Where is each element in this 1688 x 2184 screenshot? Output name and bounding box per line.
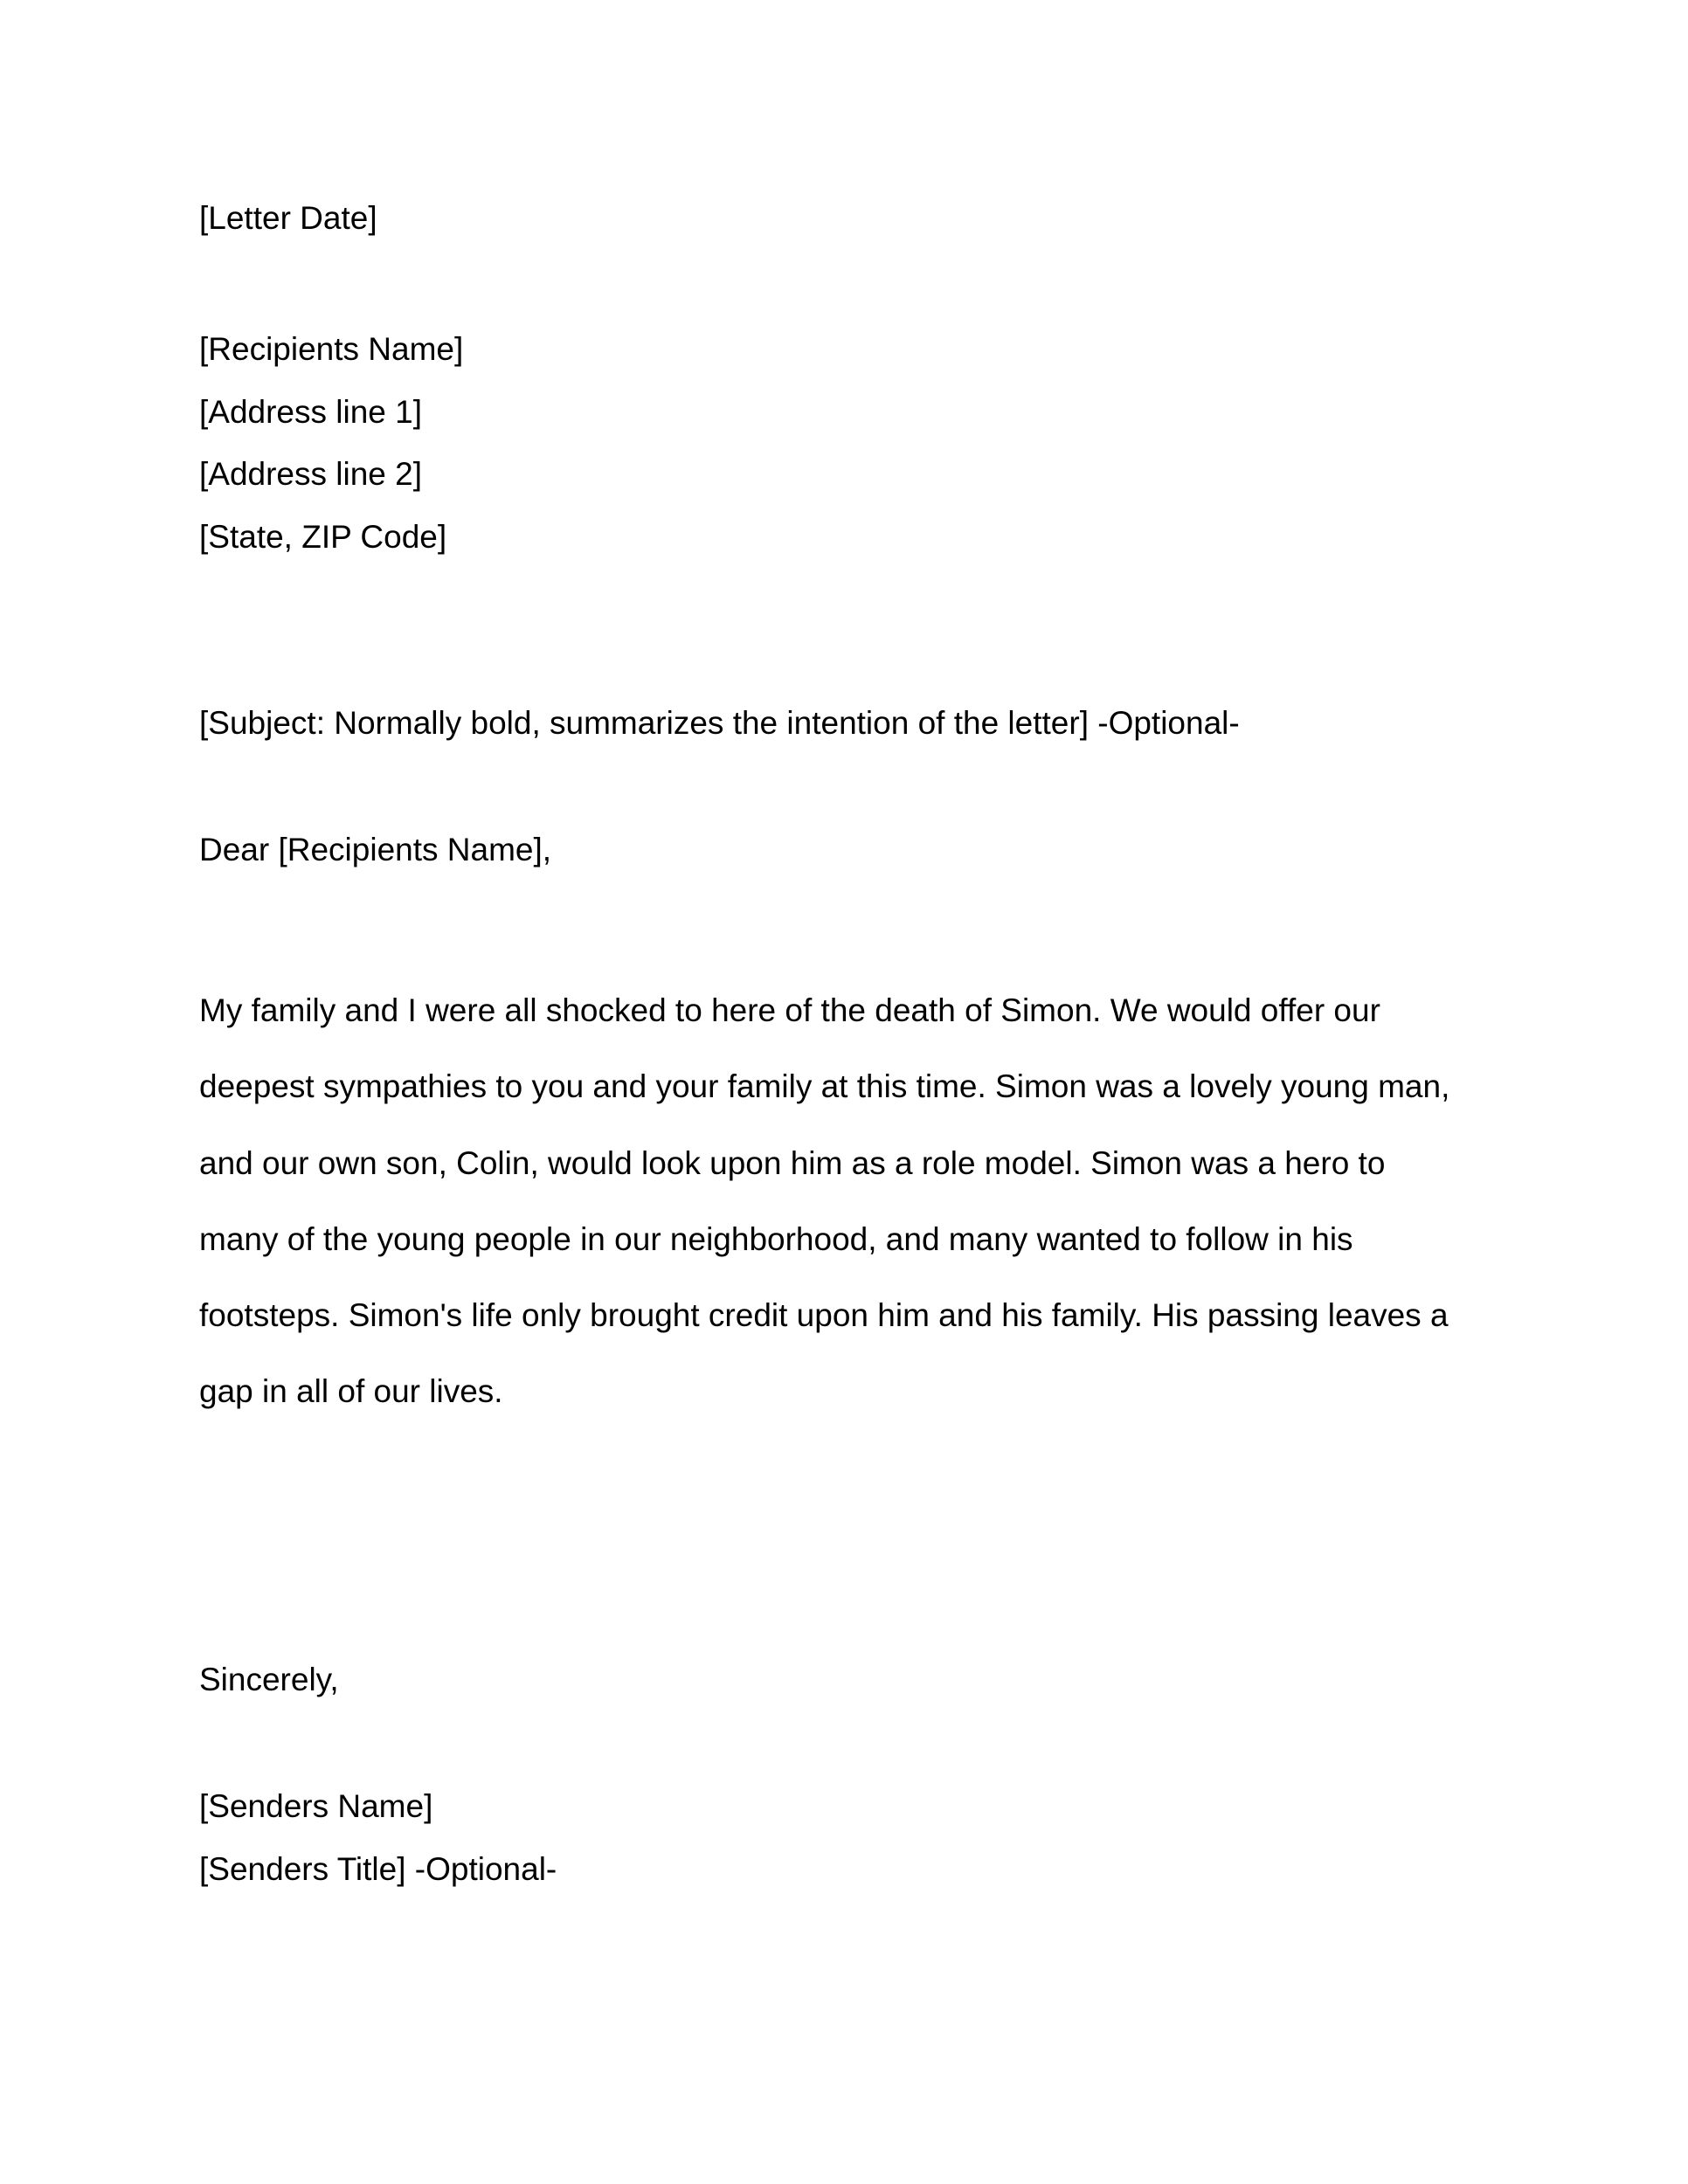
body-line: deepest sympathies to you and your family at this time. Simon was a lovely young man, xyxy=(199,1068,1450,1104)
body-line: gap in all of our lives. xyxy=(199,1373,503,1409)
subject-line: [Subject: Normally bold, summarizes the intention of the letter] -Optional- xyxy=(199,705,1240,741)
body-line: My family and I were all shocked to here of the death of Simon. We would offer our xyxy=(199,992,1380,1028)
recipient-name: [Recipients Name] xyxy=(199,331,464,367)
body-line: footsteps. Simon's life only brought credit upon him and his family. His passing leaves a xyxy=(199,1297,1449,1333)
closing: Sincerely, xyxy=(199,1662,339,1697)
sender-name: [Senders Name] xyxy=(199,1788,433,1824)
body-line: and our own son, Colin, would look upon him as a role model. Simon was a hero to xyxy=(199,1145,1386,1181)
body-line: many of the young people in our neighborhood, and many wanted to follow in his xyxy=(199,1221,1353,1257)
sender-title: [Senders Title] -Optional- xyxy=(199,1851,557,1887)
letter-date: [Letter Date] xyxy=(199,200,377,236)
recipient-address-line-1: [Address line 1] xyxy=(199,394,423,430)
salutation: Dear [Recipients Name], xyxy=(199,832,552,867)
recipient-state-zip: [State, ZIP Code] xyxy=(199,519,447,555)
recipient-address-line-2: [Address line 2] xyxy=(199,456,423,492)
